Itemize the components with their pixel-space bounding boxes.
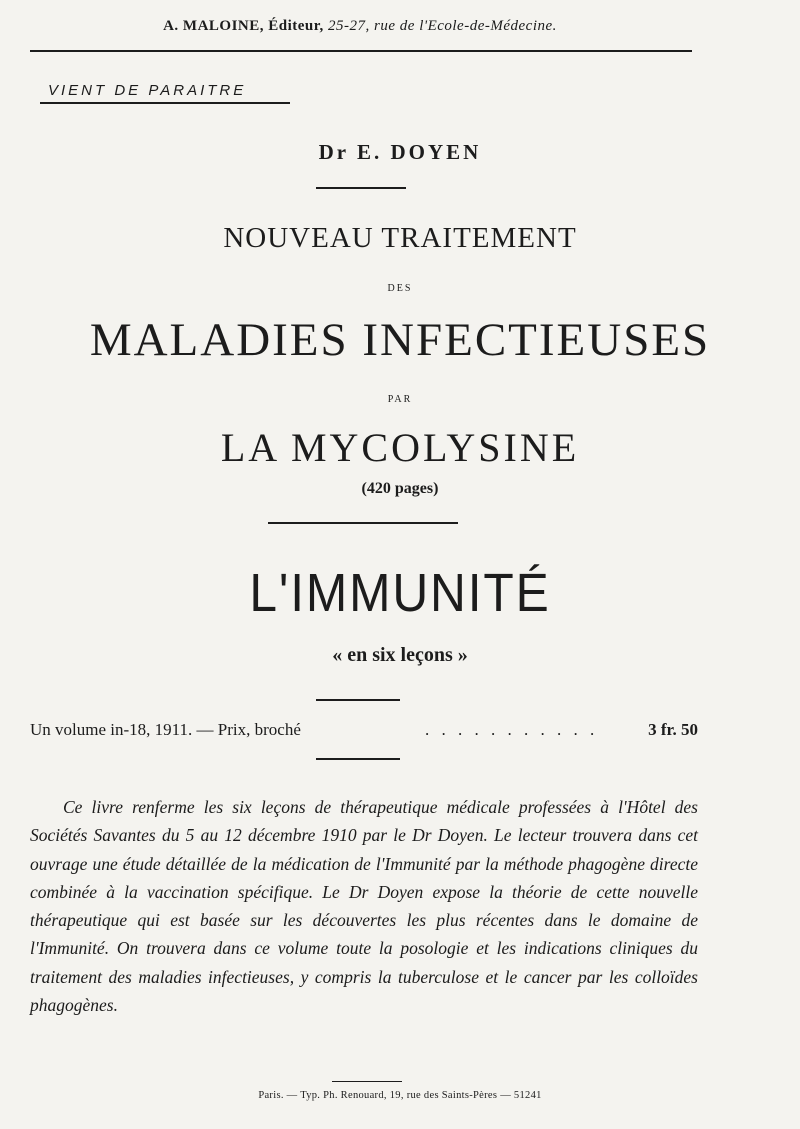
printer-footer: Paris. — Typ. Ph. Renouard, 19, rue des Saints-Pères — 51241: [258, 1090, 542, 1101]
footer-rule: [332, 1081, 402, 1082]
announcement-label: VIENT DE PARAITRE: [48, 82, 247, 99]
leader-dots: . . . . . . . . . . .: [425, 720, 599, 739]
title-line-2: MALADIES INFECTIEUSES: [89, 314, 711, 366]
title-des: DES: [387, 283, 413, 294]
author-name: Dr E. DOYEN: [318, 140, 482, 164]
divider-4: [316, 758, 400, 760]
subtitle-main: L'IMMUNITÉ: [249, 563, 551, 623]
divider-3: [316, 699, 400, 701]
volume-description: Un volume in-18, 1911. — Prix, broché: [30, 720, 301, 739]
divider-2: [268, 522, 458, 524]
title-par: PAR: [387, 394, 413, 405]
title-line-3: LA MYCOLYSINE: [220, 425, 580, 470]
publisher-address: 25-27, rue de l'Ecole-de-Médecine.: [328, 18, 557, 34]
publisher-name: A. MALOINE, Éditeur,: [163, 18, 324, 34]
header-rule: [30, 50, 692, 52]
publisher-header: [30, 18, 690, 35]
title-line-1: NOUVEAU TRAITEMENT: [223, 222, 577, 254]
description-paragraph: Ce livre renferme les six leçons de thérapeutique médicale professées à l'Hôtel des Sociétés Savantes du 5 au 12 décembre 1910 par le Dr Doyen. Le lecteur trouvera dans cet ouvrage une étude détaillée de la médication de l'Immunité par la méthode phagogène directe combinée à la vaccination spécifique. Le Dr Doyen expose la théorie de cette nouvelle thérapeutique qui est basée sur les découvertes les plus récentes dans le domaine de l'Immunité. On trouvera dans ce volume toute la posologie et les indications cliniques du traitement des maladies infectieuses, y compris la tuberculose et le cancer par les colloïdes phagogènes.: [30, 797, 698, 1016]
subtitle-lessons: « en six leçons »: [332, 644, 468, 666]
divider-1: [316, 187, 406, 189]
price-value: 3 fr. 50: [648, 720, 698, 739]
page-count: (420 pages): [361, 480, 439, 497]
announcement-underline: [40, 102, 290, 104]
